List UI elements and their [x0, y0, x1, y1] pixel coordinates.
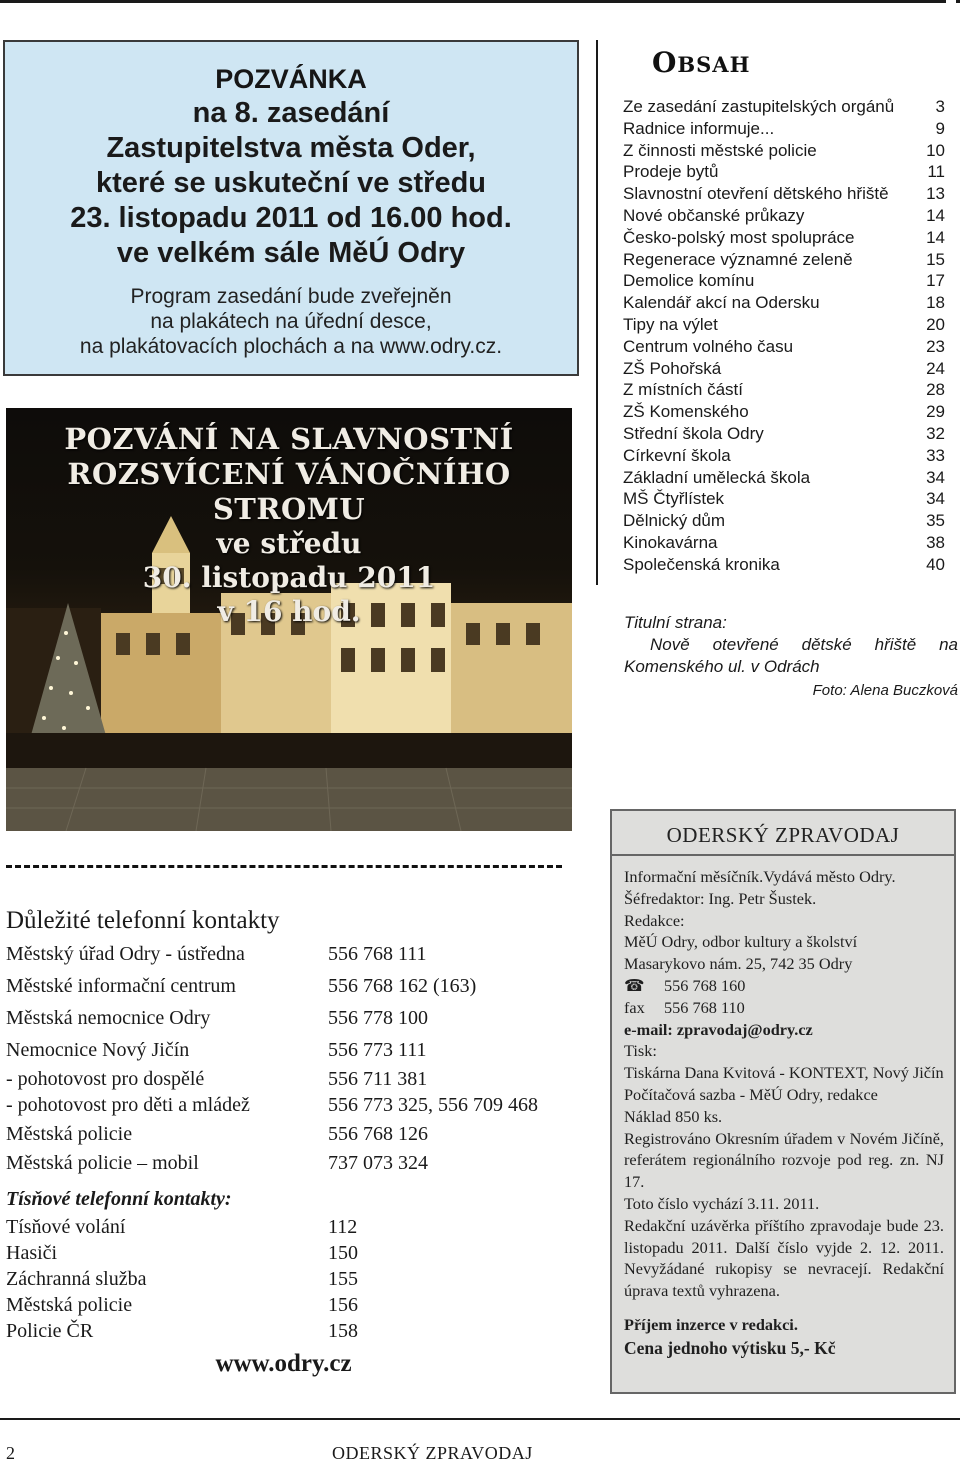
contents-item-label: Církevní škola: [623, 445, 731, 465]
contents-item: [623, 205, 945, 227]
contents-item: [623, 467, 945, 489]
page-number: 2: [6, 1443, 15, 1463]
cover-note: [624, 612, 958, 702]
masthead-title: ODERSKÝ ZPRAVODAJ: [612, 811, 954, 856]
top-rule-right: [956, 0, 960, 3]
contact-phone: 556 768 162 (163): [328, 975, 477, 997]
contents-item-page: 10: [926, 140, 945, 160]
invitation-line-3: které se uskuteční ve středu: [95, 167, 487, 199]
contact-phone: 737 073 324: [328, 1152, 428, 1174]
contents-item-page: 34: [926, 489, 945, 509]
contents-item: [623, 249, 945, 271]
contact-row: [6, 1150, 591, 1176]
contents-item-label: Prodeje bytů: [623, 162, 719, 182]
invitation-line-5: ve velkém sále MěÚ Odry: [116, 237, 466, 269]
emergency-phone: 158: [328, 1320, 358, 1342]
contents-item: [623, 445, 945, 467]
contents-item-label: Střední škola Odry: [623, 423, 764, 443]
poster-line-4: 30. listopadu 2011: [142, 561, 436, 594]
masthead-line: Registrováno Okresním úřadem v Novém Jičíně, referátem regionálního rozvoje pod reg. zn. NJ 17.: [624, 1128, 944, 1192]
contents-item: [623, 510, 945, 532]
contents-item-page: 24: [926, 358, 945, 378]
contents-item-page: 28: [926, 380, 945, 400]
contents-item-label: Radnice informuje...: [623, 118, 775, 138]
crowd: [6, 733, 572, 768]
contents-item: [623, 423, 945, 445]
contents-item-label: Ze zasedání zastupitelských orgánů: [623, 97, 895, 116]
contents-item: [623, 532, 945, 554]
emergency-row: [6, 1318, 591, 1344]
poster-line-1: POZVÁNÍ NA SLAVNOSTNÍ: [64, 422, 514, 456]
contents-item-page: 23: [926, 336, 945, 356]
phone-contacts: [6, 904, 591, 1378]
contents-item-page: 15: [926, 249, 945, 269]
masthead-line: Masarykovo nám. 25, 742 35 Odry: [624, 954, 853, 974]
contents-item-label: Slavnostní otevření dětského hřiště: [623, 184, 889, 204]
contact-row: [6, 1066, 591, 1092]
contact-phone: 556 768 111: [328, 943, 427, 965]
contents-title-rest: BSAH: [677, 52, 751, 77]
masthead-line: MěÚ Odry, odbor kultury a školství: [624, 932, 858, 952]
contents-item: [623, 554, 945, 576]
contents-item-label: MŠ Čtyřlístek: [623, 489, 725, 509]
contents-item-label: Tipy na výlet: [623, 314, 718, 334]
contents-item: [623, 488, 945, 510]
photo-credit: Foto: Alena Buczková: [812, 682, 958, 699]
contents-item: [623, 401, 945, 423]
masthead-ads: Příjem inzerce v redakci.: [624, 1314, 798, 1334]
poster-line-5: v 16 hod.: [217, 595, 361, 628]
contents-item-label: Kalendář akcí na Odersku: [623, 293, 820, 313]
contents-title: [652, 46, 750, 79]
contact-row: [6, 1002, 591, 1034]
masthead-line: Šéfredaktor: Ing. Petr Šustek.: [624, 888, 817, 908]
contact-name: Nemocnice Nový Jičín: [6, 1039, 190, 1061]
emergency-name: Městská policie: [6, 1294, 133, 1316]
contents-item-page: 38: [926, 532, 945, 552]
masthead-body: [612, 856, 954, 1360]
contact-name: Městská nemocnice Odry: [6, 1007, 211, 1029]
contents-item-label: Regenerace významné zeleně: [623, 249, 853, 269]
program-line: Program zasedání bude zveřejněn: [130, 285, 452, 308]
emergency-row: [6, 1214, 591, 1240]
masthead-line: Náklad 850 ks.: [624, 1106, 723, 1126]
contents-item-page: 33: [926, 445, 945, 465]
masthead-line: Redakční uzávěrka příštího zpravodaje bude 23. listopadu 2011. Další číslo vyjde 2. 12. 2011. Nevyžádané rukopisy se nevracejí. Redakční úprava textů vyhrazena.: [624, 1215, 944, 1301]
masthead-line: Toto číslo vychází 3.11. 2011.: [624, 1193, 820, 1213]
masthead-line: Počítačová sazba - MěÚ Odry, redakce: [624, 1084, 878, 1104]
contents-item-page: 20: [926, 314, 945, 334]
contents-item-label: Z činnosti městské policie: [623, 140, 817, 160]
contents-item-page: 40: [926, 554, 945, 574]
masthead-email[interactable]: e-mail: zpravodaj@odry.cz: [624, 1019, 813, 1039]
invitation-program: [5, 284, 577, 359]
contact-row: [6, 1092, 591, 1118]
contact-phone: 556 773 111: [328, 1039, 427, 1061]
emergency-row: [6, 1240, 591, 1266]
footer-title: ODERSKÝ ZPRAVODAJ: [332, 1443, 533, 1463]
invitation-title: POZVÁNKA: [215, 64, 367, 94]
contents-item-page: 13: [926, 184, 945, 204]
emergency-name: Hasiči: [6, 1242, 58, 1264]
contents-item-label: ZŠ Pohořská: [623, 358, 722, 378]
contents-item-label: Základní umělecká škola: [623, 467, 811, 487]
invitation-box: [3, 40, 579, 376]
contents-item-label: ZŠ Komenského: [623, 402, 749, 422]
contact-name: - pohotovost pro dospělé: [6, 1068, 205, 1090]
masthead-line: Redakce:: [624, 910, 685, 930]
poster-text: [6, 422, 572, 629]
program-line: na plakátech na úřední desce,: [150, 310, 432, 333]
contacts-title: Důležité telefonní kontakty: [6, 907, 280, 934]
masthead-box: [610, 809, 956, 1394]
masthead-fax: [624, 997, 944, 1019]
program-line: na plakátovacích plochách a na www.odry.cz.: [79, 335, 503, 358]
square-pavement: [6, 768, 572, 831]
contents-item-label: Dělnický dům: [623, 511, 726, 531]
contact-name: Městský úřad Odry - ústředna: [6, 943, 245, 965]
contents-item-page: 14: [926, 227, 945, 247]
masthead-line: Informační měsíčník.Vydává město Odry.: [624, 867, 896, 886]
cover-label: Titulní strana:: [624, 613, 727, 632]
emergency-name: Tísňové volání: [6, 1216, 126, 1238]
building: [101, 613, 221, 733]
bottom-rule: [0, 1418, 960, 1420]
contact-name: Městská policie: [6, 1123, 133, 1145]
contents-item: [623, 140, 945, 162]
christmas-tree-poster-photo: [6, 408, 572, 831]
contact-name: Městské informační centrum: [6, 975, 236, 997]
masthead-price: Cena jednoho výtisku 5,- Kč: [624, 1337, 836, 1358]
emergency-row: [6, 1266, 591, 1292]
contents-item: [623, 292, 945, 314]
contact-row: [6, 938, 591, 970]
contents-item-page: 17: [926, 271, 945, 291]
contents-item-label: Demolice komínu: [623, 271, 755, 291]
contents-item-page: 29: [926, 402, 945, 422]
emergency-name: Záchranná služba: [6, 1268, 147, 1290]
contents-item: [623, 270, 945, 292]
contact-row: [6, 1118, 591, 1150]
contents-item-label: Z místních částí: [623, 380, 743, 400]
invitation-line-4: 23. listopadu 2011 od 16.00 hod.: [70, 202, 512, 234]
contact-phone: 556 768 126: [328, 1123, 428, 1145]
contents-item: [623, 379, 945, 401]
emergency-phone: 156: [328, 1294, 358, 1316]
poster-line-3: ve středu: [216, 527, 362, 560]
contents-item: [623, 161, 945, 183]
contact-phone: 556 773 325, 556 709 468: [328, 1094, 538, 1116]
emergency-row: [6, 1292, 591, 1318]
contents-item-page: 11: [927, 162, 945, 182]
contents-item: [623, 314, 945, 336]
poster-line-2: ROZSVÍCENÍ VÁNOČNÍHO STROMU: [67, 457, 511, 526]
masthead-line: Tiskárna Dana Kvitová - KONTEXT, Nový Jičín: [624, 1063, 944, 1083]
contact-row: [6, 1034, 591, 1066]
contents-item-page: 14: [926, 205, 945, 225]
phone-number: 556 768 160: [664, 975, 746, 995]
emergency-phone: 112: [328, 1216, 358, 1238]
contents-item: [623, 358, 945, 380]
contents-item-page: 9: [935, 118, 945, 138]
fax-label: fax: [624, 997, 645, 1017]
contents-list: [623, 96, 945, 576]
contents-item: [623, 336, 945, 358]
masthead-line: Tisk:: [624, 1041, 657, 1061]
contents-item: [623, 118, 945, 140]
contents-item-page: 3: [935, 97, 945, 116]
emergency-name: Policie ČR: [6, 1320, 94, 1342]
contents-item-label: Centrum volného času: [623, 336, 794, 356]
contents-item-label: Společenská kronika: [623, 554, 780, 574]
contents-item-page: 32: [926, 423, 945, 443]
contents-title-initial: O: [652, 46, 678, 79]
contact-name: - pohotovost pro děti a mládež: [6, 1094, 250, 1116]
contact-phone: 556 778 100: [328, 1007, 428, 1029]
contact-row: [6, 970, 591, 1002]
contents-item-page: 34: [926, 467, 945, 487]
contents-item: [623, 227, 945, 249]
contents-item-label: Kinokavárna: [623, 532, 718, 552]
contents-item-page: 35: [926, 511, 945, 531]
invitation-line-2: Zastupitelstva města Oder,: [106, 132, 476, 164]
emergency-phone: 155: [328, 1268, 358, 1290]
emergency-phone: 150: [328, 1242, 358, 1264]
invitation-line-1: na 8. zasedání: [192, 97, 390, 129]
contents-item: [623, 183, 945, 205]
contents-item-label: Nové občanské průkazy: [623, 205, 805, 225]
cover-text: Nově otevřené dětské hřiště na Komenského ul. v Odrách: [624, 635, 958, 676]
contents-item-label: Česko-polský most spolupráce: [623, 227, 855, 247]
top-rule: [0, 0, 946, 3]
website-link[interactable]: www.odry.cz: [215, 1350, 352, 1377]
fax-number: 556 768 110: [664, 997, 745, 1017]
contents-item: [623, 96, 945, 118]
emergency-title: Tísňové telefonní kontakty:: [6, 1188, 232, 1210]
column-separator: [596, 40, 598, 585]
contents-item-page: 18: [926, 293, 945, 313]
contact-name: Městská policie – mobil: [6, 1152, 199, 1174]
dashed-separator: [6, 865, 562, 868]
masthead-phone: [624, 975, 944, 997]
phone-icon: ☎: [624, 975, 645, 995]
contact-phone: 556 711 381: [328, 1068, 428, 1090]
